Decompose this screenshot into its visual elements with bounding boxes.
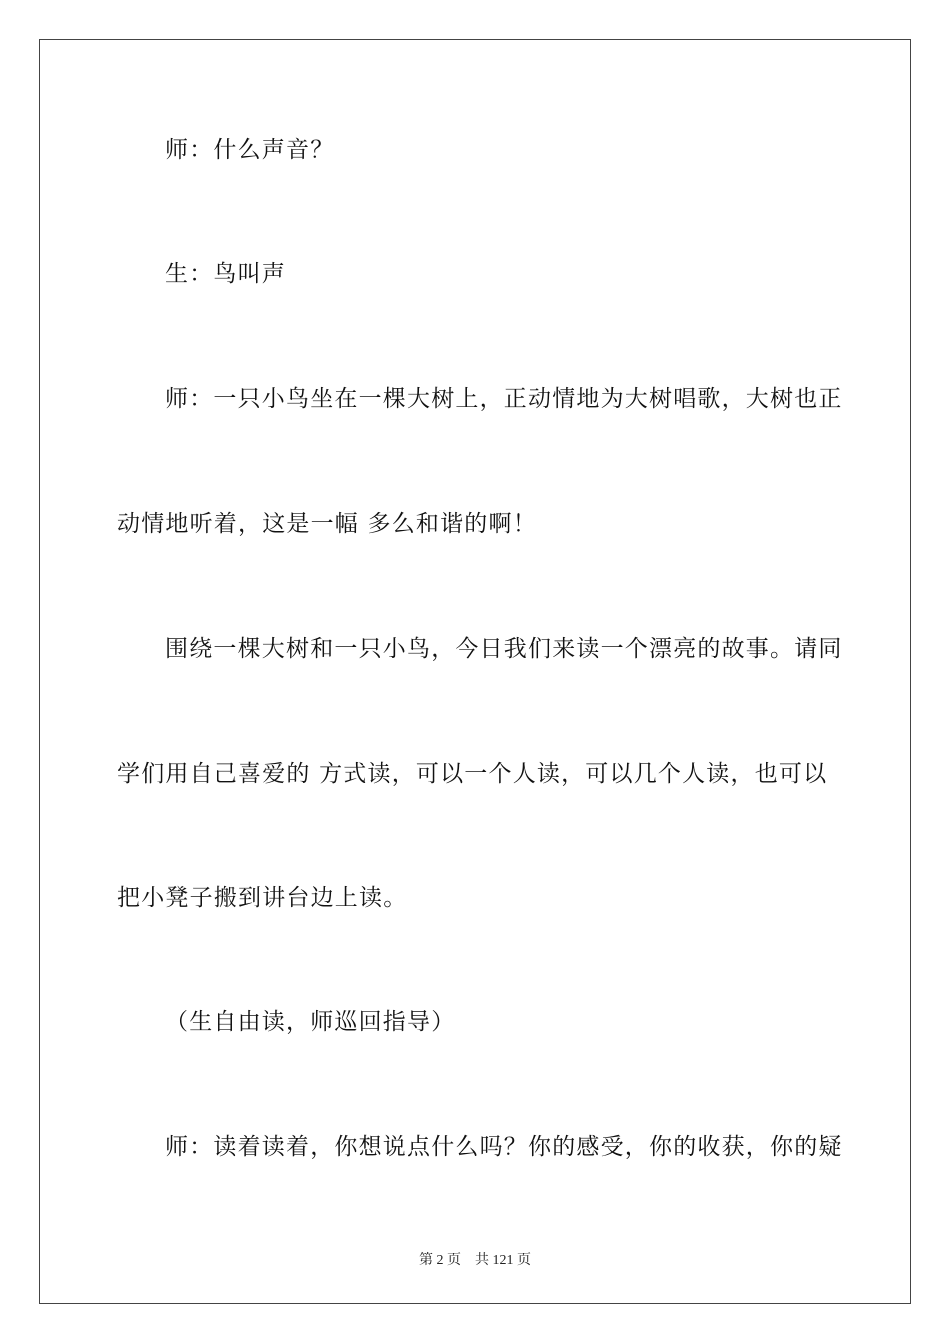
paragraph-line: 师：什么声音？ (165, 137, 335, 163)
paragraph-line: （生自由读，师巡回指导） (165, 1009, 456, 1035)
paragraph-line: 师：读着读着，你想说点什么吗？你的感受，你的收获，你的疑 (165, 1134, 843, 1160)
paragraph-line: 把小凳子搬到讲台边上读。 (117, 885, 408, 911)
paragraph-line: 围绕一棵大树和一只小鸟，今日我们来读一个漂亮的故事。请同 (165, 636, 843, 662)
paragraph-line: 动情地听着，这是一幅 多么和谐的啊！ (117, 511, 537, 537)
paragraph-line: 师：一只小鸟坐在一棵大树上，正动情地为大树唱歌，大树也正 (165, 386, 843, 412)
paragraph-line: 生：鸟叫声 (165, 261, 286, 287)
page-border (39, 39, 911, 1304)
paragraph-line: 学们用自己喜爱的 方式读，可以一个人读，可以几个人读，也可以 (117, 761, 828, 787)
page-number-footer: 第 2 页 共 121 页 (419, 1253, 531, 1268)
